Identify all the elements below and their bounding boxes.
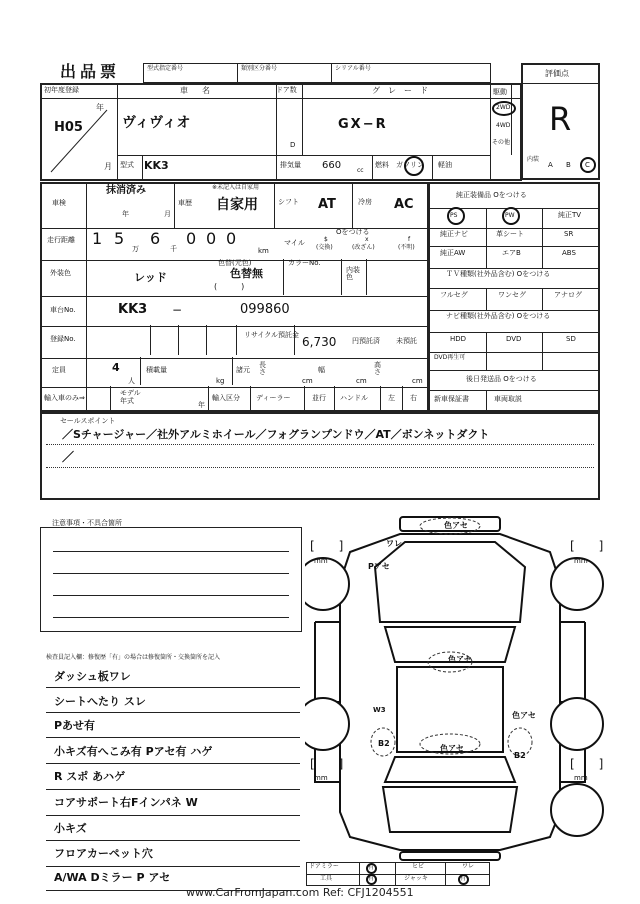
footer-door-mirror: ドアミラー <box>309 863 339 870</box>
note-item: フロアカーペット穴 <box>54 847 153 860</box>
shaken-value: 抹消済み <box>106 185 146 196</box>
recycle-value: 6,730 <box>302 335 337 349</box>
color-value: レッド <box>134 271 167 284</box>
year-unit: 年 <box>96 103 104 112</box>
model-label: 型式 <box>120 161 134 169</box>
diagram-mark-roof: 色アセ <box>448 655 472 664</box>
import-class-label: 輸入区分 <box>212 394 240 402</box>
interior-a: A <box>548 161 553 169</box>
car-diagram <box>305 512 605 862</box>
mileage-km: km <box>258 247 269 255</box>
inspector-label: 検査員記入欄：修復歴「有」の場合は修復箇所・交換箇所を記入 <box>46 654 221 661</box>
drive-label: 駆動 <box>493 88 507 96</box>
history-value: 自家用 <box>216 197 258 213</box>
ac-value: AC <box>394 197 414 212</box>
circle-note: Oをつける <box>336 228 370 236</box>
equip-abs: ABS <box>562 249 576 257</box>
fuel-gasoline: ガソリン <box>396 161 424 169</box>
footer-jack: ジャッキ <box>404 875 428 882</box>
mileage-label: 走行距離 <box>47 236 75 244</box>
note-item: A/WA Dミラー P アセ <box>54 871 171 884</box>
capacity-label: 定員 <box>52 366 66 374</box>
navi-hdd: HDD <box>450 335 467 343</box>
docs-title: 後日発送品 Oをつける <box>466 375 537 383</box>
diagram-mark-b2-left: B2 <box>378 739 390 748</box>
chassis-label: 車台No. <box>50 306 76 314</box>
serial-label: シリアル番号 <box>335 65 371 72</box>
drive-2wd: 2WD <box>496 104 511 111</box>
mileage-digit: 5 <box>114 229 125 248</box>
watermark-text: www.CarFromJapan.com Ref: CFJ1204551 <box>186 886 414 899</box>
navi-dvd-play: DVD再生可 <box>434 354 466 361</box>
diagram-mark-right: 色アセ <box>512 711 536 720</box>
chassis-number: 099860 <box>240 302 290 317</box>
sales-line-2: ／ <box>62 450 75 464</box>
handle-label: ハンドル <box>340 394 368 402</box>
opt-unknown: (不明) <box>398 244 415 251</box>
equip-leather: 革シート <box>496 230 524 238</box>
docs-manual: 車両取説 <box>494 395 522 403</box>
displacement-value: 660 <box>322 160 342 171</box>
tire-mm-rl: mm <box>314 774 328 782</box>
docs-warranty: 新車保証書 <box>434 395 469 403</box>
history-note: ※未記入は自家用 <box>212 184 260 191</box>
mileage-digit: 0 <box>206 229 217 248</box>
footer-mark: 有 <box>368 875 375 882</box>
fuel-label: 燃料 <box>375 161 389 169</box>
parallel-label: 並行 <box>312 394 326 402</box>
notes-box <box>40 527 302 632</box>
doors-label: ドア数 <box>276 86 297 94</box>
width-label: 幅 <box>318 366 325 374</box>
mileage-digit: 1 <box>92 229 103 248</box>
fuel-gasoline-circle <box>404 156 424 176</box>
fuel-diesel: 軽油 <box>438 161 452 169</box>
height-cm: cm <box>412 377 423 385</box>
model-year-label: モデル年式 <box>120 389 141 405</box>
equip-ps: PS <box>450 212 458 219</box>
length-label: 長さ <box>259 361 266 376</box>
note-item: コアサポート右Fインパネ W <box>54 796 198 809</box>
mileage-digit: 0 <box>226 229 237 248</box>
footer-crack-small: ヒビ <box>412 863 425 870</box>
right-label: 右 <box>410 394 417 402</box>
footer-tools: 工具 <box>320 875 333 882</box>
chassis-dash: − <box>172 303 183 317</box>
diagram-mark-b2-right: B2 <box>514 751 526 760</box>
chassis-prefix: KK3 <box>118 302 148 317</box>
interior-c-circle <box>580 157 596 173</box>
width-cm: cm <box>356 377 367 385</box>
opt-tampered: (改ざん) <box>352 244 375 251</box>
class-code-box <box>237 63 332 83</box>
dims-label: 諸元 <box>236 366 250 374</box>
displacement-unit: cc <box>357 167 364 174</box>
equip-pw: PW <box>505 212 515 219</box>
history-label: 車歴 <box>178 199 192 207</box>
interior-label: 内装 <box>527 156 540 163</box>
tire-mm-fr: mm <box>574 557 588 565</box>
tire-bracket-fl: [ ] <box>310 539 344 553</box>
diagram-mark-crack: ワレ <box>386 539 402 548</box>
load-label: 積載量 <box>146 366 167 374</box>
navi-sd: SD <box>566 335 576 343</box>
regno-label: 登録No. <box>50 335 76 343</box>
mile-label: マイル <box>284 239 305 247</box>
mileage-man: 万 <box>132 245 139 253</box>
first-reg-label: 初年度登録 <box>44 86 79 94</box>
opt-tampered-sym: x <box>365 236 369 243</box>
tire-bracket-fr: [ ] <box>570 539 604 553</box>
sales-line-1: ／Sチャージャー／社外アルミホイール／フォグランプンドウ／AT／ボンネットダクト <box>62 428 490 441</box>
equipment-title: 純正装備品 Oをつける <box>456 191 527 199</box>
tv-fullseg: フルセグ <box>440 291 468 299</box>
mileage-digit: 0 <box>186 229 197 248</box>
interior-b: B <box>566 161 571 169</box>
equip-sr: SR <box>564 230 574 238</box>
tire-mm-fl: mm <box>314 557 328 565</box>
load-unit: kg <box>216 377 225 385</box>
page-title: 出品票 <box>60 62 121 81</box>
recolor-label: 色替(元色) <box>218 259 252 267</box>
opt-exchange: (交換) <box>316 244 333 251</box>
import-label: 輸入車のみ⇒ <box>44 394 85 402</box>
note-item: Pあせ有 <box>54 719 96 732</box>
serial-box <box>331 63 491 83</box>
drive-other: その他 <box>492 139 511 146</box>
mileage-digit: 6 <box>150 229 161 248</box>
rating-value: R <box>549 100 572 138</box>
navi-dvd: DVD <box>506 335 522 343</box>
equip-airbag: エアB <box>502 249 521 257</box>
shaken-month: 月 <box>164 210 171 218</box>
grade-value: GX−R <box>338 117 388 132</box>
interior-color-label: 内装色 <box>346 266 360 281</box>
recycle-label: リサイクル預託金 <box>244 331 300 339</box>
note-item: ダッシュ板ワレ <box>54 670 131 683</box>
doors-unit: D <box>290 141 296 149</box>
mileage-sen: 千 <box>170 245 177 253</box>
recycle-not: 未預託 <box>396 337 417 345</box>
first-reg-value: H05 <box>54 120 83 135</box>
color-label: 外装色 <box>50 269 71 277</box>
inspection-block <box>40 182 429 412</box>
height-label: 高さ <box>374 361 381 376</box>
note-item: 小キズ有へこみ有 Pアセ有 ハゲ <box>54 745 213 758</box>
diagram-mark-front: 色アセ <box>444 521 468 530</box>
displacement-label: 排気量 <box>280 161 301 169</box>
tire-bracket-rl: [ ] <box>310 757 344 771</box>
diagram-mark-w3: W3 <box>373 706 386 714</box>
diagram-mark-rear: 色アセ <box>440 744 464 753</box>
car-name-value: ヴィヴィオ <box>122 115 191 131</box>
class-code-label: 類別区分番号 <box>241 65 278 72</box>
drive-4wd: 4WD <box>496 122 511 129</box>
rating-label: 評価点 <box>545 69 569 78</box>
recolor-value: 色替無 <box>230 267 263 280</box>
footer-mark: 有 <box>460 875 467 882</box>
length-cm: cm <box>302 377 313 385</box>
color-no-label: カラーNo. <box>288 259 321 267</box>
note-item: R スポ あハゲ <box>54 770 126 783</box>
interior-c: C <box>585 161 590 169</box>
tv-title: ＴＶ種類(社外品含む) Oをつける <box>446 270 551 278</box>
diagram-mark-paint: Pアセ <box>368 562 390 571</box>
sales-point-block <box>40 412 600 500</box>
footer-crack: ワレ <box>462 863 475 870</box>
tire-bracket-rr: [ ] <box>570 757 604 771</box>
equip-navi: 純正ナビ <box>440 230 468 238</box>
dealer-label: ディーラー <box>256 394 291 402</box>
shaken-year: 年 <box>122 210 129 218</box>
notes-label: 注意事項・不具合箇所 <box>52 519 122 527</box>
shift-value: AT <box>318 197 336 212</box>
grade-label: グレード <box>372 86 436 95</box>
capacity-unit: 人 <box>128 377 135 385</box>
tv-analog: アナログ <box>554 291 582 299</box>
navi-title: ナビ種類(社外品含む) Oをつける <box>446 312 551 320</box>
opt-unknown-sym: f <box>408 236 411 243</box>
shaken-label: 車検 <box>52 199 66 207</box>
sales-label: セールスポイント <box>60 417 116 425</box>
note-item: シートへたり スレ <box>54 695 146 708</box>
recycle-done: 円預託済 <box>352 337 380 345</box>
left-label: 左 <box>388 394 395 402</box>
opt-exchange-sym: $ <box>324 236 328 243</box>
note-item: 小キズ <box>54 822 87 835</box>
car-name-label: 車名 <box>180 86 224 95</box>
model-value: KK3 <box>144 159 169 172</box>
capacity-value: 4 <box>112 361 120 374</box>
type-code-label: 型式指定番号 <box>147 65 184 72</box>
type-code-box <box>143 63 238 83</box>
ac-label: 冷房 <box>358 198 372 206</box>
equip-tv: 純正TV <box>558 211 582 219</box>
month-unit: 月 <box>104 162 112 171</box>
shift-label: シフト <box>278 198 299 206</box>
tire-mm-rr: mm <box>574 774 588 782</box>
model-year-unit: 年 <box>198 401 205 409</box>
equip-aw: 純正AW <box>440 249 466 257</box>
recolor-paren: ( ) <box>214 282 245 291</box>
tv-oneseg: ワンセグ <box>498 291 526 299</box>
footer-mark: 有 <box>368 864 375 871</box>
